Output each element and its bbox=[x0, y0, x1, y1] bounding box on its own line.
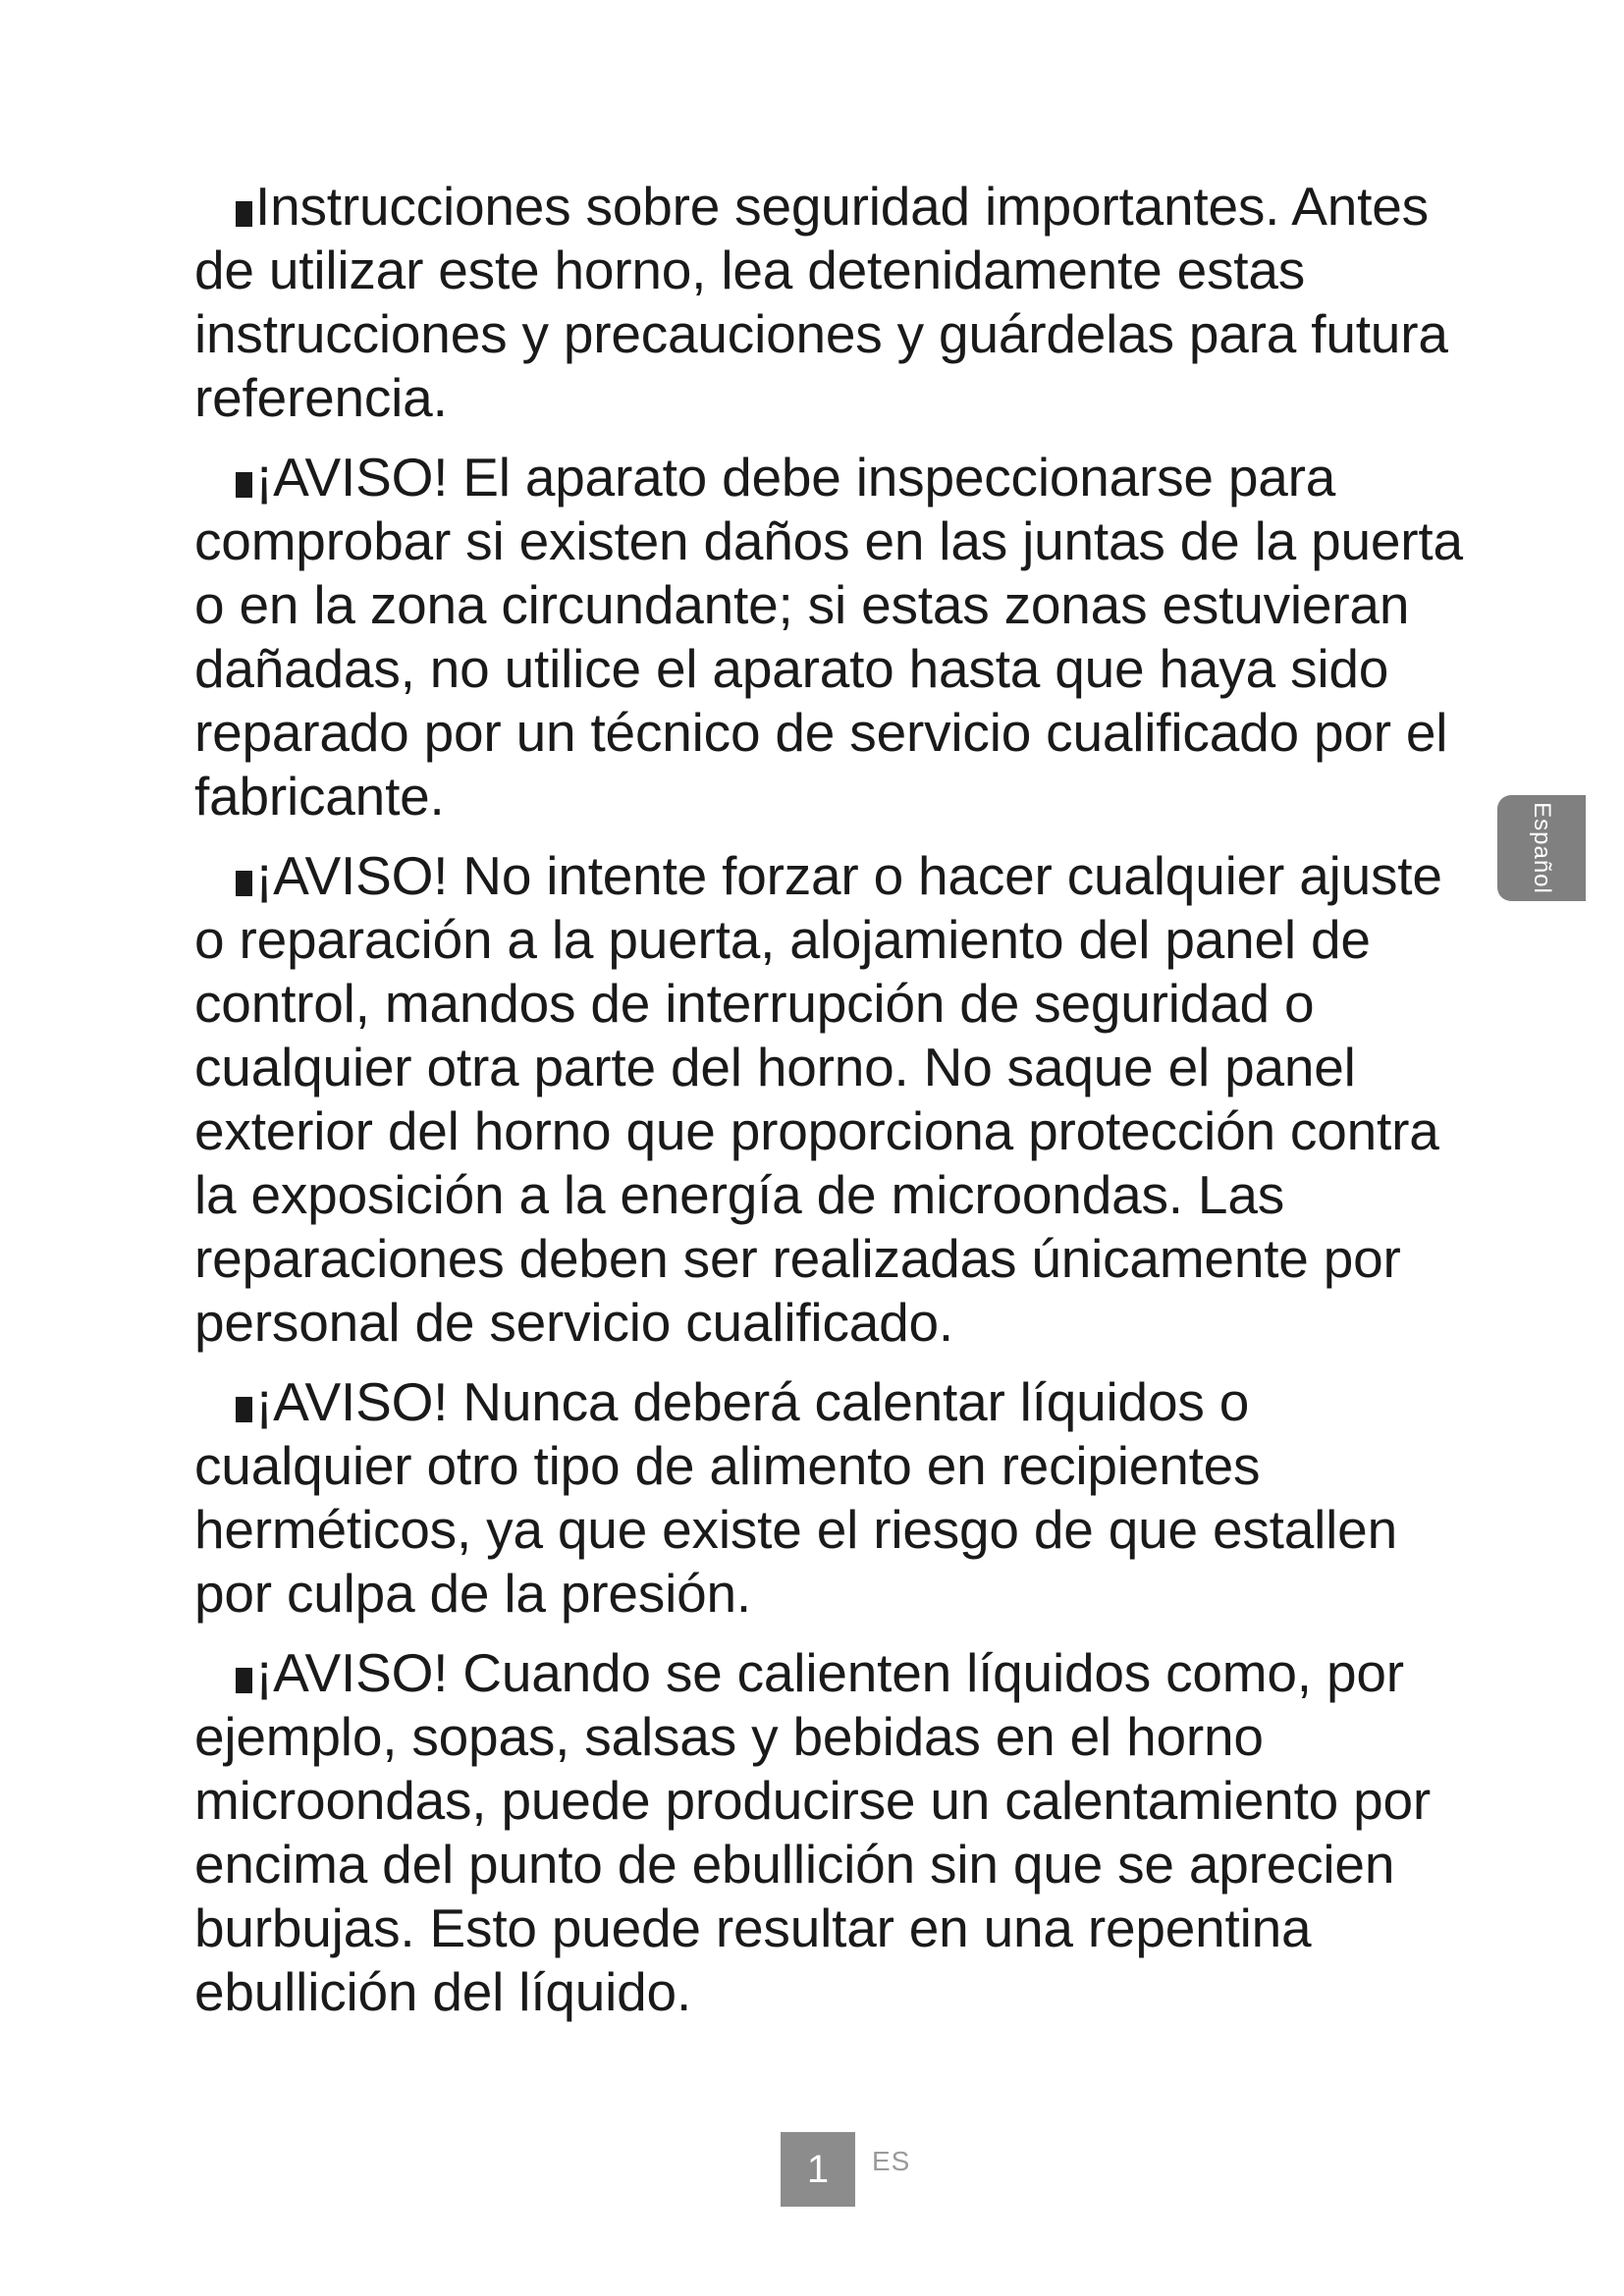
paragraph-text: ¡AVISO! Nunca deberá calentar líquidos o cualquier otro tipo de alimento en recipientes herméticos, ya que existe el riesgo de que estallen por culpa de la presión. bbox=[194, 1371, 1397, 1624]
bullet-marker bbox=[236, 201, 252, 227]
page-language-code: ES bbox=[872, 2146, 911, 2176]
bullet-marker bbox=[236, 1397, 252, 1422]
page-number: 1 bbox=[806, 2147, 830, 2191]
paragraph-warning-sealed-containers bbox=[194, 1370, 1471, 1626]
paragraph-text: ¡AVISO! El aparato debe inspeccionarse para comprobar si existen daños en las juntas de la puerta o en la zona circundante; si estas zonas estuvieran dañadas, no utilice el aparato hasta que haya sido reparado por un técnico de servicio cualificado por el fabricante. bbox=[194, 447, 1463, 827]
page-number-box bbox=[781, 2132, 855, 2207]
paragraph-warning-no-repairs bbox=[194, 844, 1471, 1355]
paragraph-warning-door-seals bbox=[194, 446, 1471, 828]
paragraph-safety-intro bbox=[194, 175, 1471, 430]
paragraph-text: Instrucciones sobre seguridad importantes. Antes de utilizar este horno, lea detenidamente estas instrucciones y precauciones y guárdelas para futura referencia. bbox=[194, 176, 1448, 428]
language-side-tab bbox=[1497, 795, 1586, 901]
paragraph-warning-boiling bbox=[194, 1641, 1471, 2024]
language-side-tab-label: Español bbox=[1529, 802, 1556, 894]
bullet-marker bbox=[236, 472, 252, 498]
bullet-marker bbox=[236, 871, 252, 896]
bullet-marker bbox=[236, 1668, 252, 1693]
paragraph-text: ¡AVISO! No intente forzar o hacer cualquier ajuste o reparación a la puerta, alojamiento del panel de control, mandos de interrupción de seguridad o cualquier otra parte del horno. No saque el panel exterior del horno que proporciona protección contra la exposición a la energía de microondas. Las reparaciones deben ser realizadas únicamente por personal de servicio cualificado. bbox=[194, 845, 1442, 1353]
document-body bbox=[194, 175, 1471, 2040]
paragraph-text: ¡AVISO! Cuando se calienten líquidos como, por ejemplo, sopas, salsas y bebidas en el horno microondas, puede producirse un calentamiento por encima del punto de ebullición sin que se aprecien burbujas. Esto puede resultar en una repentina ebullición del líquido. bbox=[194, 1642, 1432, 2022]
